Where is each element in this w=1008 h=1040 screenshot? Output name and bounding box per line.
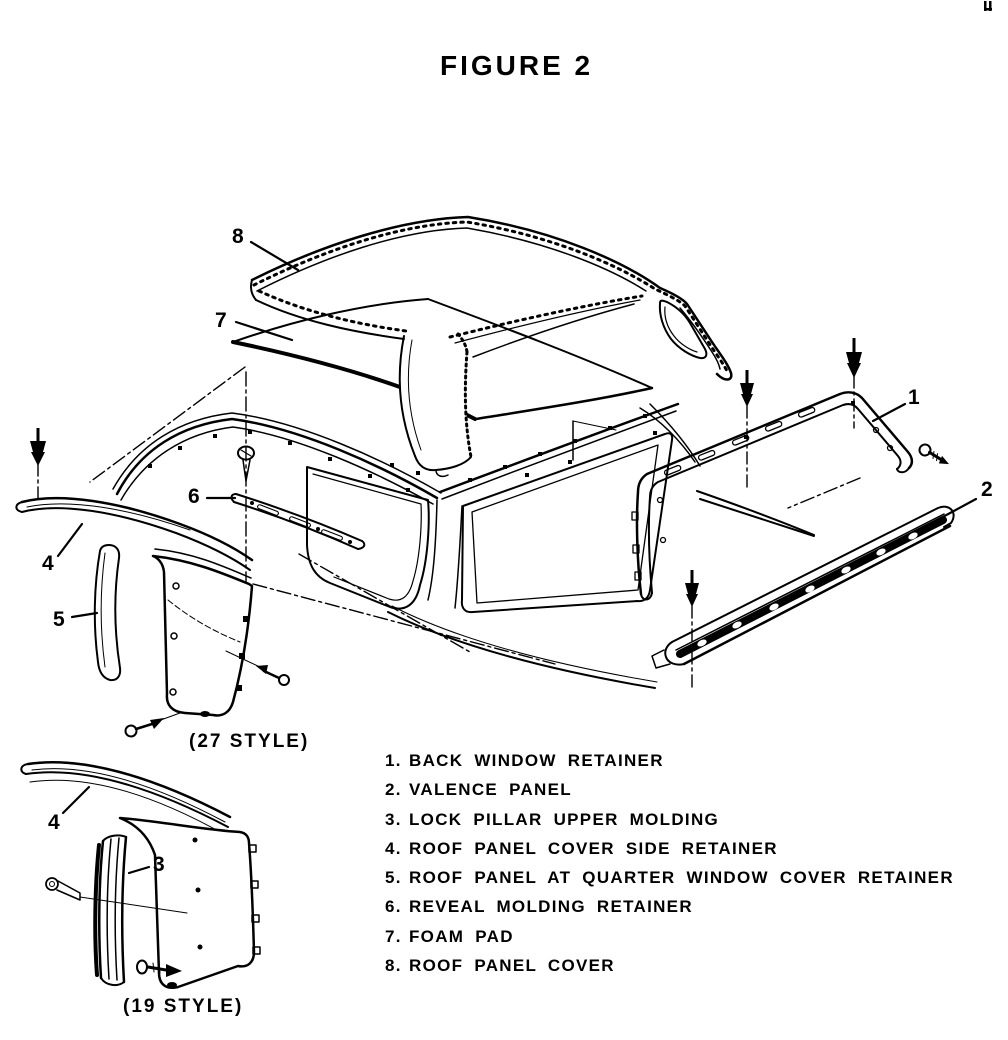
- parts-legend: [385, 751, 995, 985]
- legend-item-5: [385, 868, 995, 897]
- legend-item-number: 8.: [385, 956, 402, 976]
- screw-icon: [917, 443, 952, 466]
- legend-item-number: 5.: [385, 868, 402, 888]
- callout-3-lock-pillar-molding: 3: [153, 853, 165, 876]
- legend-item-4: [385, 839, 995, 868]
- legend-item-number: 3.: [385, 809, 402, 829]
- legend-item-label: LOCK PILLAR UPPER MOLDING: [409, 809, 720, 829]
- legend-item-number: 6.: [385, 897, 402, 917]
- style-19-label: (19 STYLE): [123, 996, 244, 1017]
- style-27-label: (27 STYLE): [189, 731, 310, 752]
- legend-item-number: 7.: [385, 926, 402, 946]
- callout-8-roof-panel-cover: 8: [232, 225, 244, 248]
- legend-item-2: [385, 780, 995, 809]
- callout-1-back-window-retainer: 1: [908, 386, 920, 409]
- legend-item-7: [385, 927, 995, 956]
- legend-item-label: REVEAL MOLDING RETAINER: [409, 897, 693, 917]
- figure-title: FIGURE 2: [440, 50, 594, 81]
- callout-5-quarter-window-retainer: 5: [53, 608, 65, 631]
- legend-item-number: 1.: [385, 751, 402, 770]
- legend-item-6: [385, 897, 995, 926]
- callout-4-side-retainer-27: 4: [42, 552, 54, 575]
- callout-2-valence-panel: 2: [981, 478, 993, 501]
- legend-item-label: BACK WINDOW RETAINER: [409, 751, 664, 770]
- retainer6-slots: [257, 504, 343, 541]
- legend-item-label: ROOF PANEL AT QUARTER WINDOW COVER RETAINER: [409, 868, 954, 888]
- legend-item-label: VALENCE PANEL: [409, 780, 572, 800]
- legend-item-number: 2.: [385, 780, 402, 800]
- callout-7-foam-pad: 7: [215, 309, 227, 332]
- page-edge-artifact: [984, 1, 992, 11]
- callout-4-side-retainer-19: 4: [48, 811, 60, 834]
- retainer-slots: [664, 407, 816, 476]
- legend-item-label: ROOF PANEL COVER SIDE RETAINER: [409, 838, 778, 858]
- legend-item-label: ROOF PANEL COVER: [409, 956, 615, 976]
- callout-6-reveal-molding-retainer: 6: [188, 485, 200, 508]
- style19-assembly: [21, 762, 260, 988]
- screw-icon: [126, 713, 181, 737]
- legend-item-3: [385, 810, 995, 839]
- legend-item-number: 4.: [385, 838, 402, 858]
- legend-item-1: [385, 751, 995, 780]
- legend-item-8: [385, 956, 995, 985]
- legend-item-label: FOAM PAD: [409, 926, 514, 946]
